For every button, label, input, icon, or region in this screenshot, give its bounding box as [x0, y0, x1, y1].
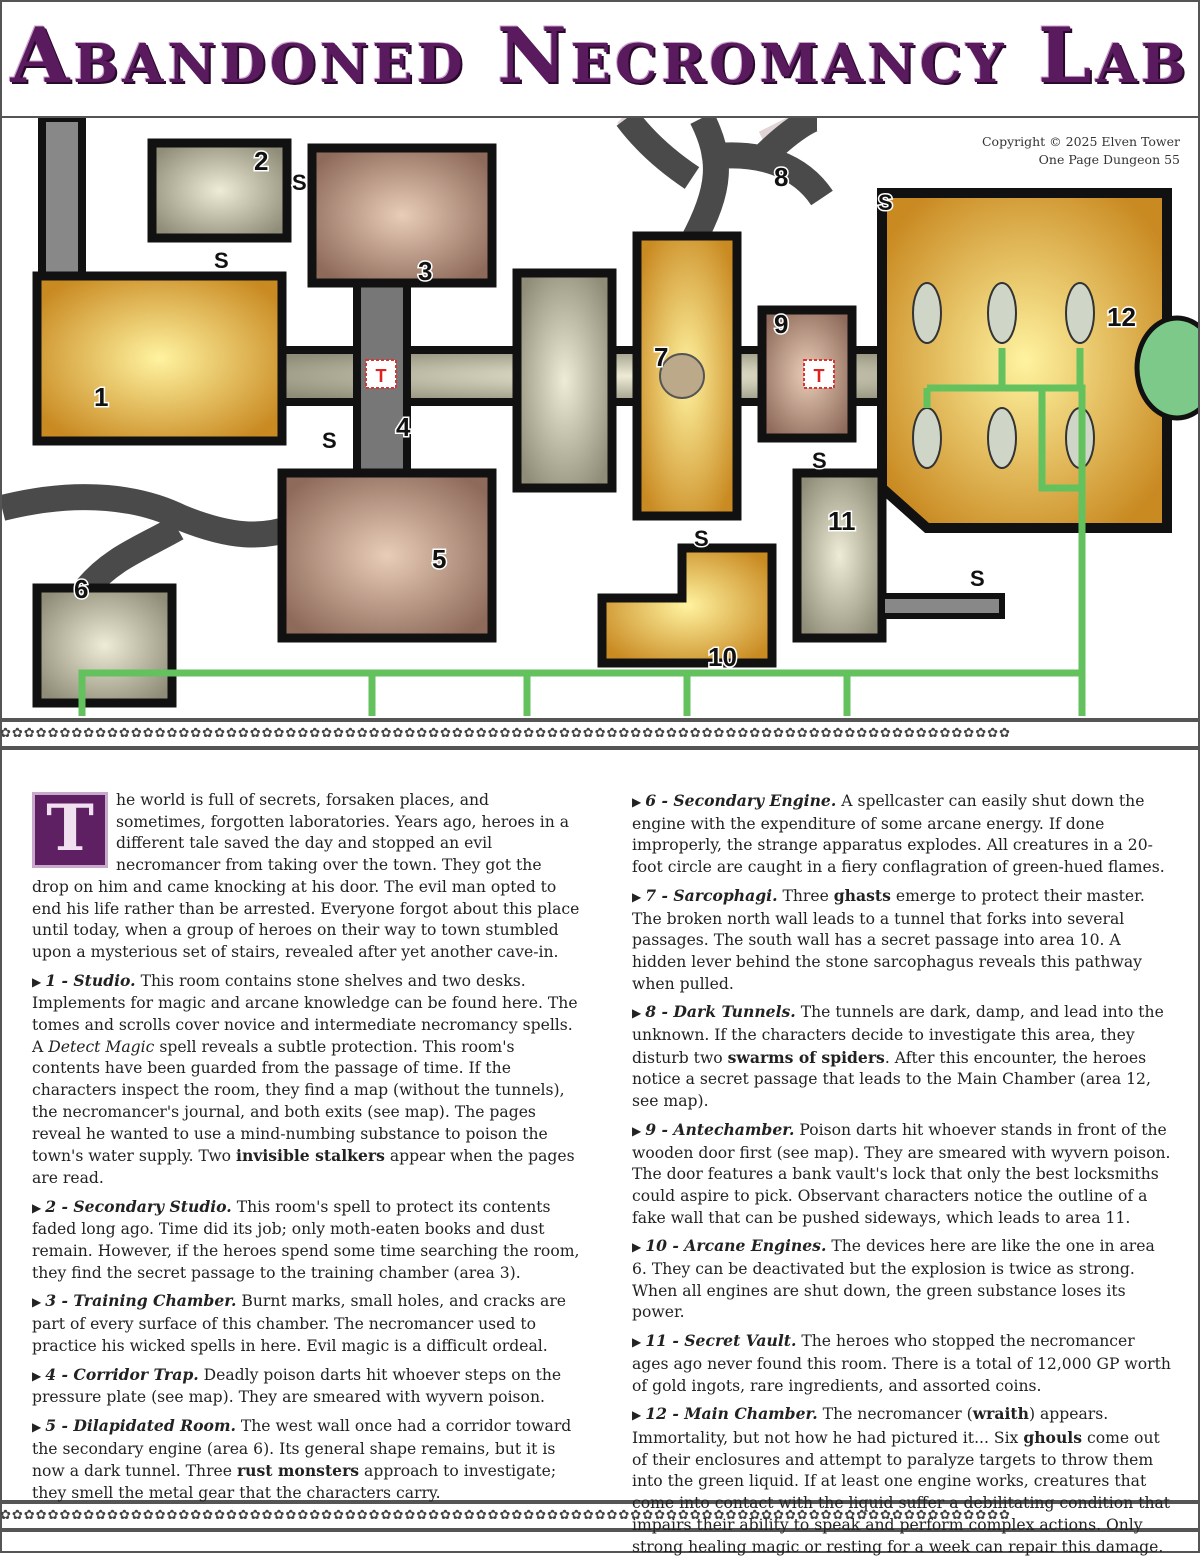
- entry-title: 5 - Dilapidated Room.: [45, 1415, 236, 1435]
- bullet-arrow-icon: ▶: [632, 1240, 642, 1255]
- room-5: [282, 473, 492, 638]
- room-entry: [32, 1364, 580, 1409]
- intro-paragraph: [32, 790, 580, 964]
- room-label: 4: [396, 412, 411, 442]
- room-1: [37, 276, 282, 441]
- page-title: Abandoned Necromancy Lab: [0, 0, 1200, 118]
- room-entry: [32, 1290, 580, 1357]
- entry-text: spell reveals a subtle protection. This room's contents have been guarded from the passage of time. If the characters inspect the room, they find a map (without the tunnels), the necromancer's journal, and both exits (see map). The pages reveal he wanted to use a mind-numbing substance to poison the town's water supply. Two: [32, 1037, 565, 1166]
- room-label: 2: [254, 146, 269, 176]
- drop-cap: T: [32, 792, 108, 868]
- room-entry: [32, 1415, 580, 1505]
- entry-title: 2 - Secondary Studio.: [45, 1196, 232, 1216]
- bullet-arrow-icon: ▶: [632, 1123, 642, 1138]
- bullet-arrow-icon: ▶: [32, 974, 42, 989]
- entry-title: 1 - Studio.: [45, 970, 136, 990]
- entry-title: 4 - Corridor Trap.: [45, 1364, 199, 1384]
- trap-label: T: [813, 366, 825, 386]
- bullet-arrow-icon: ▶: [632, 1408, 642, 1423]
- entry-text: A spellcaster can easily shut down the engine with the expenditure of some arcane energy. If done improperly, the strange apparatus explodes. All creatures in a 20-foot circle are caught in a fiery conflagration of green-hued flames.: [632, 792, 1165, 877]
- room-label: 11: [828, 506, 856, 536]
- secret-door-label: S: [322, 428, 337, 453]
- intro-text: he world is full of secrets, forsaken places, and sometimes, forgotten laboratories. Years ago, heroes in a different tale saved the day and stopped an evil necromancer from taking over the town. They got the drop on him and came knocking at his door. The evil man opted to end his life rather than be arrested. Everyone forgot about this place until today, when a group of heroes on their way to town stumbled upon a mysterious set of stairs, revealed after yet another cave-in.: [32, 791, 580, 961]
- entry-title: 6 - Secondary Engine.: [645, 791, 837, 810]
- entry-text: Three: [777, 886, 834, 905]
- room-12: [882, 193, 1167, 528]
- creature-name: wraith: [972, 1404, 1029, 1424]
- secret-door-label: S: [694, 526, 709, 551]
- entry-text: ) appears. Immortality, but not how he had pictured it... Six: [632, 1405, 1109, 1447]
- room-entry: [632, 885, 1172, 996]
- room-entry: [632, 1119, 1172, 1230]
- entry-text: The devices here are like the one in area 6. They can be deactivated but the explosion is twice as strong. When all engines are shut down, the green substance loses its power.: [632, 1237, 1155, 1322]
- map-drawing: [2, 118, 1198, 716]
- secret-door-label: S: [878, 190, 893, 215]
- room-label: 6: [74, 574, 89, 604]
- dungeon-map: [2, 118, 1198, 716]
- entry-text: The west wall once had a corridor toward the secondary engine (area 6). Its general shape remains, but it is now a dark tunnel. Three: [32, 1416, 572, 1481]
- entry-text: The tunnels are dark, damp, and lead into the unknown. If the characters decide to investigate this area, they disturb two: [632, 1003, 1164, 1067]
- entry-text: Deadly poison darts hit whoever steps on the pressure plate (see map). They are smeared with wyvern poison.: [32, 1365, 562, 1407]
- bullet-arrow-icon: ▶: [32, 1368, 42, 1383]
- entry-text: come out of their enclosures and attempt to paralyze targets to throw them into the green liquid. If at least one engine works, creatures that come into contact with the liquid suffer a debilitating condition that impairs their ability to speak and perform complex actions. Only strong healing magic or resting for a week can repair this damage.: [632, 1428, 1171, 1556]
- room-label: 1: [94, 382, 109, 412]
- room-3: [312, 148, 492, 283]
- ornament: ✿✿✿✿✿✿✿✿✿✿✿✿✿✿✿✿✿✿✿✿✿✿✿✿✿✿✿✿✿✿✿✿✿✿✿✿✿✿✿✿✿✿✿✿✿✿✿✿✿✿✿✿✿✿✿✿✿✿✿✿✿✿✿✿✿✿✿✿✿✿✿✿✿✿✿✿✿✿✿✿✿✿✿✿✿: [0, 727, 1011, 741]
- creature-name: rust monsters: [236, 1461, 360, 1481]
- entry-title: 8 - Dark Tunnels.: [645, 1002, 796, 1022]
- room-10: [602, 548, 772, 663]
- room-label: 12: [1107, 302, 1136, 332]
- room-label: 7: [654, 342, 669, 372]
- creature-name: swarms of spiders: [727, 1047, 885, 1067]
- entry-title: 3 - Training Chamber.: [45, 1291, 237, 1311]
- entry-title: 12 - Main Chamber.: [645, 1404, 818, 1424]
- entry-text: emerge to protect their master. The broken north wall leads to a tunnel that forks into several passages. The south wall has a secret passage into area 10. A hidden lever behind the stone sarcophagus reveals this pathway when pulled.: [632, 886, 1145, 993]
- entry-title: 10 - Arcane Engines.: [645, 1236, 827, 1256]
- bullet-arrow-icon: ▶: [632, 1335, 642, 1350]
- secret-door-label: S: [214, 248, 229, 273]
- ornament: ✿✿✿✿✿✿✿✿✿✿✿✿✿✿✿✿✿✿✿✿✿✿✿✿✿✿✿✿✿✿✿✿✿✿✿✿✿✿✿✿✿✿✿✿✿✿✿✿✿✿✿✿✿✿✿✿✿✿✿✿✿✿✿✿✿✿✿✿✿✿✿✿✿✿✿✿✿✿✿✿✿✿✿✿✿: [0, 1509, 1011, 1523]
- copyright: [982, 133, 1180, 169]
- secret-door-label: S: [292, 170, 307, 195]
- bullet-arrow-icon: ▶: [632, 889, 642, 904]
- series-line: One Page Dungeon 55: [1038, 152, 1180, 167]
- room-6: [37, 588, 172, 703]
- bullet-arrow-icon: ▶: [32, 1419, 42, 1434]
- room-entry: [632, 1403, 1172, 1558]
- creature-name: ghouls: [1023, 1427, 1082, 1447]
- room-entry: [32, 970, 580, 1190]
- room-label: 8: [774, 162, 789, 192]
- room-entry: [32, 1196, 580, 1285]
- creature-name: ghasts: [833, 885, 891, 905]
- room-label: 3: [418, 256, 433, 286]
- room-entry: [632, 1001, 1172, 1113]
- bullet-arrow-icon: ▶: [632, 1006, 642, 1021]
- entry-text: appear when the pages are read.: [32, 1147, 575, 1187]
- secret-door-label: S: [812, 448, 827, 473]
- room-label: 10: [708, 642, 737, 672]
- room-label: 9: [774, 309, 789, 339]
- room-entry: [632, 1235, 1172, 1324]
- entry-text: Poison darts hit whoever stands in front of the wooden door first (see map). They are smeared with wyvern poison. The door features a bank vault's lock that only the best locksmiths could aspire to pick. Observant characters notice the outline of a fake wall that can be pushed sideways, which leads to area 11.: [632, 1120, 1171, 1227]
- left-column: [32, 790, 580, 1511]
- entry-text: This room contains stone shelves and two desks. Implements for magic and arcane knowledge can be found here. The tomes and scrolls cover novice and intermediate necromancy spells. A: [32, 971, 578, 1056]
- bullet-arrow-icon: ▶: [632, 795, 642, 809]
- copyright-line: Copyright © 2025 Elven Tower: [981, 134, 1180, 149]
- right-column: [632, 790, 1172, 1564]
- room-11: [797, 473, 882, 638]
- room-entry: [632, 790, 1172, 879]
- trap-label: T: [375, 366, 387, 386]
- bullet-arrow-icon: ▶: [32, 1200, 42, 1215]
- creature-name: invisible stalkers: [236, 1146, 385, 1166]
- entry-text: The heroes who stopped the necromancer ages ago never found this room. There is a total of 12,000 GP worth of gold ingots, rare ingredients, and assorted coins.: [632, 1332, 1171, 1395]
- ornamental-divider: [0, 718, 1200, 750]
- entry-title: 9 - Antechamber.: [645, 1119, 795, 1139]
- room-entry: [632, 1330, 1172, 1397]
- entry-text: This room's spell to protect its contents faded long ago. Time did its job; only moth-eaten books and dust remain. However, if the heroes spend some time searching the room, they find the secret passage to the training chamber (area 3).: [32, 1197, 580, 1282]
- entry-text: Burnt marks, small holes, and cracks are part of every surface of this chamber. The necromancer used to practice his wicked spells in here. Evil magic is a difficult ordeal.: [32, 1292, 567, 1355]
- spell-name: Detect Magic: [48, 1037, 155, 1056]
- secret-door-label: S: [970, 566, 985, 591]
- entry-text: . After this encounter, the heroes notice a secret passage that leads to the Main Chamber (area 12, see map).: [632, 1048, 1151, 1111]
- entry-text: approach to investigate; they smell the metal gear that the characters carry.: [32, 1462, 557, 1503]
- entry-title: 11 - Secret Vault.: [645, 1331, 797, 1351]
- room-label: 5: [432, 544, 447, 574]
- entry-text: The necromancer (: [817, 1405, 973, 1424]
- bullet-arrow-icon: ▶: [32, 1295, 42, 1310]
- entry-title: 7 - Sarcophagi.: [645, 885, 778, 905]
